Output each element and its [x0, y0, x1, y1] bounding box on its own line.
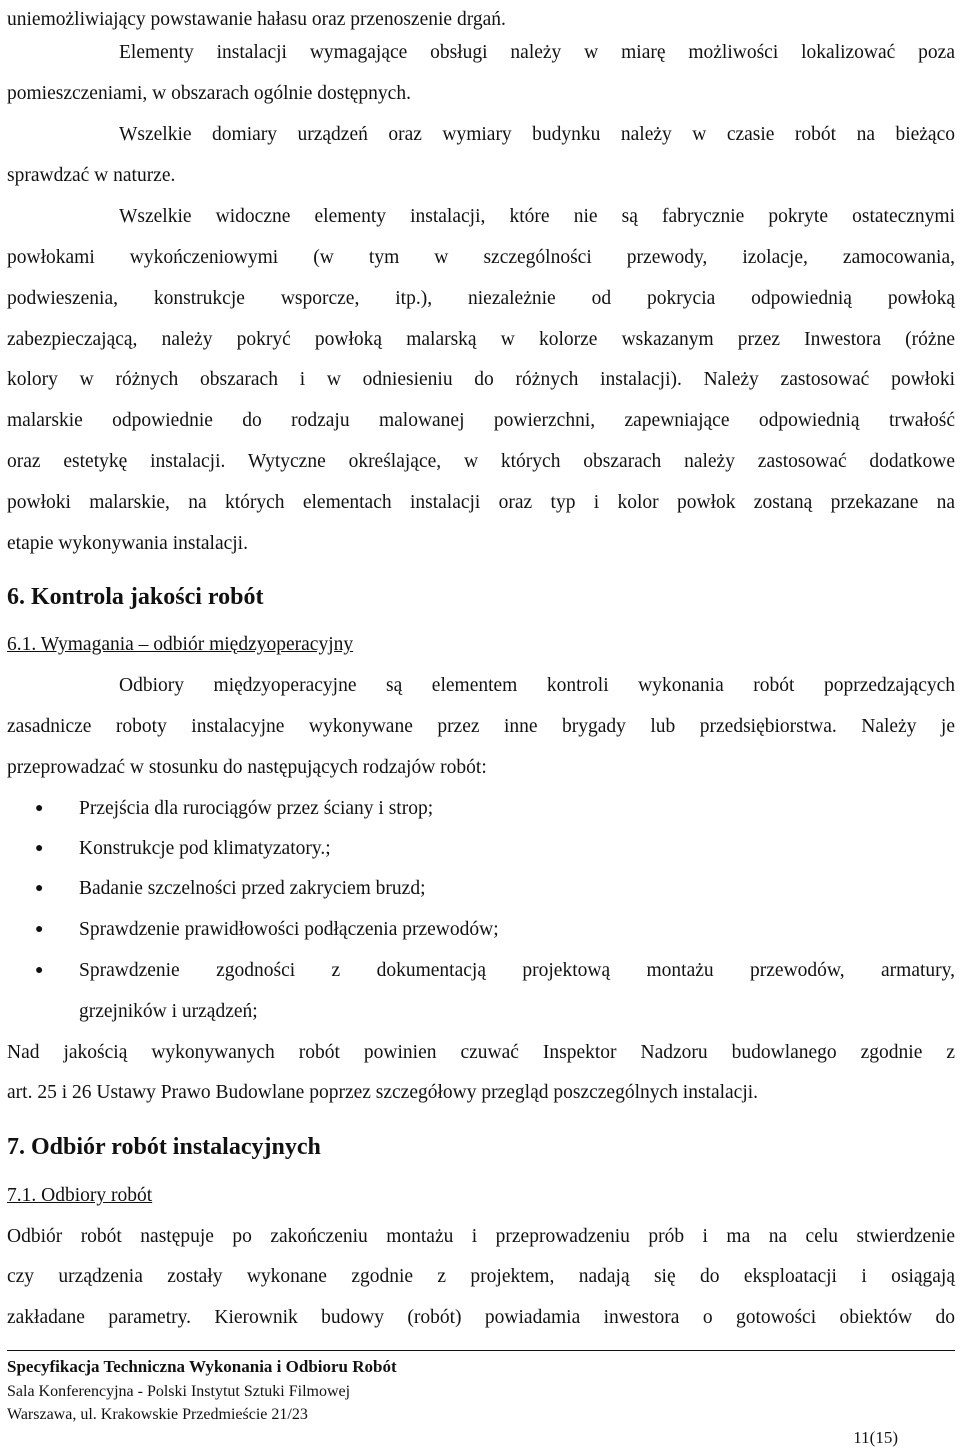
list-item-text: Przejścia dla rurociągów przez ściany i strop;	[79, 798, 434, 819]
paragraph-line: kolory w różnych obszarach i w odniesieniu do różnych instalacji). Należy zastosować powłoki	[7, 369, 955, 390]
paragraph-line: malarskie odpowiednie do rodzaju malowanej powierzchni, zapewniające odpowiednią trwałość	[7, 410, 955, 431]
list-item-text: Sprawdzenie prawidłowości podłączenia przewodów;	[79, 919, 499, 940]
paragraph-line: zasadnicze roboty instalacyjne wykonywane przez inne brygady lub przedsiębiorstwa. Należy je	[7, 716, 955, 737]
page-number: 11(15)	[853, 1428, 898, 1447]
paragraph-line: uniemożliwiający powstawanie hałasu oraz przenoszenie drgań.	[7, 9, 506, 30]
list-item	[7, 789, 955, 829]
paragraph-line: czy urządzenia zostały wykonane zgodnie z projektem, nadają się do eksploatacji i osiągają	[7, 1266, 955, 1287]
paragraph-line: oraz estetykę instalacji. Wytyczne określające, w których obszarach należy zastosować dodatkowe	[7, 451, 955, 472]
list-item-text: Sprawdzenie zgodności z dokumentacją projektową montażu przewodów, armatury,	[79, 960, 955, 981]
footer-divider	[7, 1350, 955, 1351]
paragraph-line: zakładane parametry. Kierownik budowy (robót) powiadamia inwestora o gotowości obiektów do	[7, 1307, 955, 1328]
section-heading-6: 6. Kontrola jakości robót	[7, 584, 264, 610]
paragraph-line: art. 25 i 26 Ustawy Prawo Budowlane poprzez szczegółowy przegląd poszczególnych instalacji.	[7, 1082, 759, 1103]
bullet-icon: ●	[35, 841, 44, 856]
paragraph-line: pomieszczeniami, w obszarach ogólnie dostępnych.	[7, 83, 411, 104]
list-item-text: Konstrukcje pod klimatyzatory.;	[79, 838, 331, 859]
footer-project: Sala Konferencyjna - Polski Instytut Sztuki Filmowej	[7, 1383, 351, 1400]
paragraph-line: Wszelkie widoczne elementy instalacji, które nie są fabrycznie pokryte ostatecznymi	[119, 206, 955, 227]
paragraph-line: sprawdzać w naturze.	[7, 165, 176, 186]
list-item-text: grzejników i urządzeń;	[79, 1001, 258, 1022]
paragraph-line: Elementy instalacji wymagające obsługi należy w miarę możliwości lokalizować poza	[119, 42, 955, 63]
paragraph-line: przeprowadzać w stosunku do następujących rodzajów robót:	[7, 757, 487, 778]
subsection-heading-6-1: 6.1. Wymagania – odbiór międzyoperacyjny	[7, 634, 354, 655]
paragraph-line: etapie wykonywania instalacji.	[7, 533, 248, 554]
paragraph-line: Nad jakością wykonywanych robót powinien czuwać Inspektor Nadzoru budowlanego zgodnie z	[7, 1042, 955, 1063]
paragraph-line: powłoki malarskie, na których elementach instalacji oraz typ i kolor powłok zostaną przekazane na	[7, 492, 955, 513]
paragraph-line: Odbiory międzyoperacyjne są elementem kontroli wykonania robót poprzedzających	[119, 675, 955, 696]
bullet-icon: ●	[35, 963, 44, 978]
paragraph-line: Wszelkie domiary urządzeń oraz wymiary budynku należy w czasie robót na bieżąco	[119, 124, 955, 145]
list-item	[7, 910, 955, 950]
paragraph-line: powłokami wykończeniowymi (w tym w szczególności przewody, izolacje, zamocowania,	[7, 247, 955, 268]
footer-title: Specyfikacja Techniczna Wykonania i Odbioru Robót	[7, 1357, 397, 1376]
list-item	[7, 829, 955, 869]
footer-address: Warszawa, ul. Krakowskie Przedmieście 21/23	[7, 1406, 308, 1423]
list-item-continuation	[7, 992, 955, 1032]
paragraph-line: zabezpieczającą, należy pokryć powłoką malarską w kolorze wskazanym przez Inwestora (różne	[7, 329, 955, 350]
bullet-icon: ●	[35, 801, 44, 816]
paragraph-line: Odbiór robót następuje po zakończeniu montażu i przeprowadzeniu prób i ma na celu stwierdzenie	[7, 1226, 955, 1247]
section-heading-7: 7. Odbiór robót instalacyjnych	[7, 1134, 321, 1160]
paragraph-line: podwieszenia, konstrukcje wsporcze, itp.), niezależnie od pokrycia odpowiednią powłoką	[7, 288, 955, 309]
list-item	[7, 869, 955, 909]
subsection-heading-7-1: 7.1. Odbiory robót	[7, 1185, 153, 1206]
bullet-icon: ●	[35, 881, 44, 896]
list-item	[7, 951, 955, 991]
list-item-text: Badanie szczelności przed zakryciem bruzd;	[79, 878, 426, 899]
bullet-icon: ●	[35, 922, 44, 937]
